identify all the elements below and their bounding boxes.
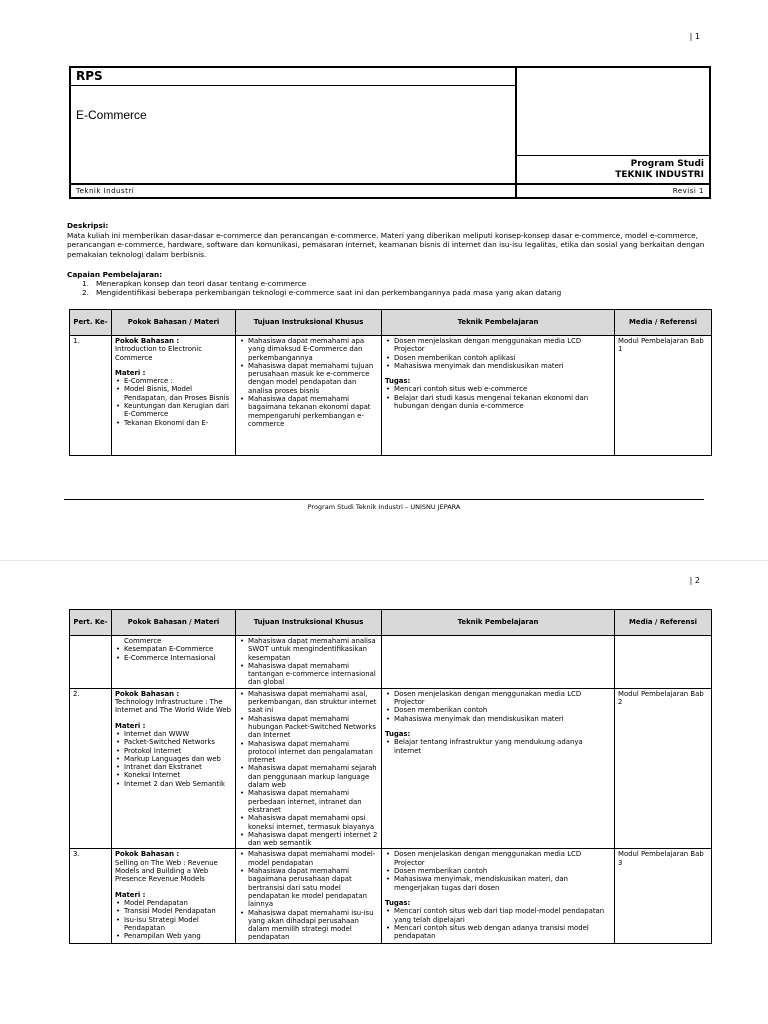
objective-item: • Mahasiswa dapat memahami bagaimana tekanan ekonomi dapat mempengaruhi perkembangan e-commerce: [239, 395, 378, 428]
table-row: [70, 336, 712, 456]
col-pokok: Pokok Bahasan / Materi: [112, 610, 236, 636]
topic-label: Pokok Bahasan :: [115, 689, 180, 698]
teaching-item: • Dosen menjelaskan dengan menggunakan media LCD Projector: [385, 337, 611, 354]
description-section: [67, 221, 707, 259]
material-item: • Intranet dan Ekstranet: [115, 763, 232, 771]
material-item: • Penampilan Web yang: [115, 932, 232, 940]
table-row: [70, 636, 712, 689]
outcome-text: Mengidentifikasi beberapa perkembangan teknologi e-commerce saat ini dan perkembangannya pada masa yang akan datang: [96, 288, 562, 298]
task-item: • Belajar dari studi kasus mengenai tekanan ekonomi dan hubungan dengan dunia e-commerce: [385, 394, 611, 411]
objective-item: • Mahasiswa dapat memahami tantangan e-commerce internasional dan global: [239, 662, 378, 687]
meeting-number: 3.: [70, 849, 112, 943]
objective-item: • Mahasiswa dapat memahami asal, perkembangan, dan struktur internet saat ini: [239, 690, 378, 715]
material-label: Materi :: [115, 721, 146, 730]
material-label: Materi :: [115, 368, 146, 377]
material-item: • Keuntungan dan Kerugian dari E-Commerce: [115, 402, 232, 419]
rps-table-page-2: [69, 609, 712, 944]
teaching-item: • Mahasiswa menyimak dan mendiskusikan materi: [385, 715, 611, 723]
description-heading: Deskripsi:: [67, 221, 109, 230]
teaching-cell: [382, 336, 615, 456]
objective-item: • Mahasiswa dapat memahami perbedaan internet, intranet dan ekstranet: [239, 789, 378, 814]
col-media: Media / Referensi: [615, 610, 712, 636]
teaching-cell: [382, 688, 615, 849]
table-row: [70, 688, 712, 849]
learning-outcomes: [67, 270, 707, 298]
table-row: [70, 849, 712, 943]
course-title: E-Commerce: [76, 108, 147, 122]
media-cell: Modul Pembelajaran Bab 1: [615, 336, 712, 456]
objective-item: • Mahasiswa dapat memahami model-model pendapatan: [239, 850, 378, 867]
outcome-text: Menerapkan konsep dan teori dasar tentang e-commerce: [96, 279, 307, 289]
material-item: • Kesempatan E-Commerce: [115, 645, 232, 653]
objective-cell: [236, 688, 382, 849]
outcomes-heading: Capaian Pembelajaran:: [67, 270, 163, 279]
col-media: Media / Referensi: [615, 310, 712, 336]
topic-cell: [112, 849, 236, 943]
objective-item: • Mahasiswa dapat memahami opsi koneksi internet, termasuk biayanya: [239, 814, 378, 831]
objective-item: • Mahasiswa dapat memahami bagaimana perusahaan dapat bertransisi dari satu model pendapatan ke model pendapatan lainnya: [239, 867, 378, 908]
task-label: Tugas:: [385, 898, 411, 907]
task-item: • Mencari contoh situs web e-commerce: [385, 385, 611, 393]
task-label: Tugas:: [385, 377, 411, 386]
col-tujuan: Tujuan Instruksional Khusus: [236, 310, 382, 336]
header-left: [71, 68, 517, 197]
objective-item: • Mahasiswa dapat mengerti internet 2 dan web semantik: [239, 831, 378, 848]
teaching-cell: [382, 849, 615, 943]
revision-label: Revisi 1: [515, 183, 709, 197]
meeting-number: 1.: [70, 336, 112, 456]
table-header-row: [70, 610, 712, 636]
page-number: | 2: [689, 576, 700, 585]
teaching-item: • Dosen menjelaskan dengan menggunakan media LCD Projector: [385, 690, 611, 707]
topic-cell: [112, 336, 236, 456]
col-pert: Pert. Ke-: [70, 610, 112, 636]
meeting-number: 2.: [70, 688, 112, 849]
outcome-item: [67, 279, 707, 288]
task-label: Tugas:: [385, 729, 411, 738]
department-label: Teknik Industri: [71, 183, 515, 197]
table-header-row: [70, 310, 712, 336]
header-right: [515, 68, 709, 197]
topic-cell: [112, 636, 236, 689]
media-cell: Modul Pembelajaran Bab 2: [615, 688, 712, 849]
outcome-number: 2.: [82, 288, 89, 298]
objective-item: • Mahasiswa dapat memahami analisa SWOT untuk mengindentifikasikan kesempatan: [239, 637, 378, 662]
topic-text: Introduction to Electronic Commerce: [115, 345, 202, 362]
task-item: • Mencari contoh situs web dari tiap model-model pendapatan yang telah dipelajari: [385, 907, 611, 924]
material-item: • Isu-isu Strategi Model Pendapatan: [115, 916, 232, 933]
teaching-item: • Dosen memberikan contoh: [385, 706, 611, 714]
topic-label: Pokok Bahasan :: [115, 850, 180, 859]
teaching-item: • Mahasiswa menyimak dan mendiskusikan materi: [385, 362, 611, 370]
material-item: • Protokol Internet: [115, 747, 232, 755]
topic-cell: [112, 688, 236, 849]
col-teknik: Teknik Pembelajaran: [382, 610, 615, 636]
footer-divider: [64, 499, 704, 500]
outcome-item: [67, 288, 707, 297]
material-item: • Markup Languages dan web: [115, 755, 232, 763]
teaching-item: • Dosen menjelaskan dengan menggunakan media LCD Projector: [385, 850, 611, 867]
teaching-item: • Dosen memberikan contoh: [385, 867, 611, 875]
material-item: • Tekanan Ekonomi dan E-: [115, 419, 232, 427]
col-pokok: Pokok Bahasan / Materi: [112, 310, 236, 336]
media-cell: Modul Pembelajaran Bab 3: [615, 849, 712, 943]
objective-item: • Mahasiswa dapat memahami tujuan perusahaan masuk ke e-commerce dengan model pendapatan dan analisa proses bisnis: [239, 362, 378, 395]
material-item: • E-Commerce :: [115, 377, 232, 385]
description-text: Mata kuliah ini memberikan dasar-dasar e-commerce dan perancangan e-commerce. Materi yang diberikan meliputi konsep-konsep dasar e-commerce, model e-commerce, perancangan e-commerce, hardware, software dan komunikasi, pemasaran internet, keamanan bisnis di internet dan isu-isu legalitas, etika dan sosial yang berkaitan dengan pemakaian teknologi dalam berbisnis.: [67, 230, 705, 259]
topic-label: Pokok Bahasan :: [115, 337, 180, 345]
program-name: TEKNIK INDUSTRI: [615, 170, 704, 180]
document-header: [69, 66, 711, 199]
col-pert: Pert. Ke-: [70, 310, 112, 336]
outcome-number: 1.: [82, 279, 89, 289]
task-item: • Belajar tentang infrastruktur yang mendukung adanya internet: [385, 738, 611, 755]
objective-item: • Mahasiswa dapat memahami protocol internet dan pengalamatan internet: [239, 740, 378, 765]
page-footer: Program Studi Teknik Industri – UNISNU JEPARA: [307, 503, 461, 511]
material-item: • Model Bisnis, Model Pendapatan, dan Proses Bisnis: [115, 385, 232, 402]
material-item: • Internet dan WWW: [115, 730, 232, 738]
topic-text: Selling on The Web : Revenue Models and Building a Web Presence Revenue Models: [115, 858, 218, 884]
objective-item: • Mahasiswa dapat memahami sejarah dan penggunaan markup language dalam web: [239, 764, 378, 789]
col-tujuan: Tujuan Instruksional Khusus: [236, 610, 382, 636]
rps-label: RPS: [71, 68, 515, 86]
material-item: • Transisi Model Pendapatan: [115, 907, 232, 915]
objective-item: • Mahasiswa dapat memahami apa yang dimaksud E-Commerce dan perkembangannya: [239, 337, 378, 362]
objective-cell: [236, 636, 382, 689]
objective-item: • Mahasiswa dapat memahami hubungan Packet-Switched Networks dan Internet: [239, 715, 378, 740]
objective-cell: [236, 849, 382, 943]
topic-text: Technology Infrastructure : The Internet and The World Wide Web: [115, 698, 232, 715]
rps-table-page-1: [69, 309, 712, 456]
material-continued: Commerce: [124, 637, 162, 645]
material-item: • Koneksi Internet: [115, 771, 232, 779]
program-label: Program Studi: [630, 159, 704, 169]
material-item: • Model Pendapatan: [115, 899, 232, 907]
teaching-item: • Mahasiswa menyimak, mendiskusikan materi, dan mengerjakan tugas dari dosen: [385, 875, 611, 892]
objective-item: • Mahasiswa dapat memahami isu-isu yang akan dihadapi perusahaan dalam memilih strategi model pendapatan: [239, 909, 378, 942]
teaching-item: • Dosen memberikan contoh aplikasi: [385, 354, 611, 362]
material-label: Materi :: [115, 890, 146, 899]
objective-cell: [236, 336, 382, 456]
material-item: • Packet-Switched Networks: [115, 738, 232, 746]
col-teknik: Teknik Pembelajaran: [382, 310, 615, 336]
page-number: | 1: [689, 32, 700, 41]
program-block: [515, 155, 709, 181]
material-item: • Internet 2 dan Web Semantik: [115, 780, 232, 788]
task-item: • Mencari contoh situs web dengan adanya transisi model pendapatan: [385, 924, 611, 941]
material-item: • E-Commerce Internasional: [115, 654, 232, 662]
